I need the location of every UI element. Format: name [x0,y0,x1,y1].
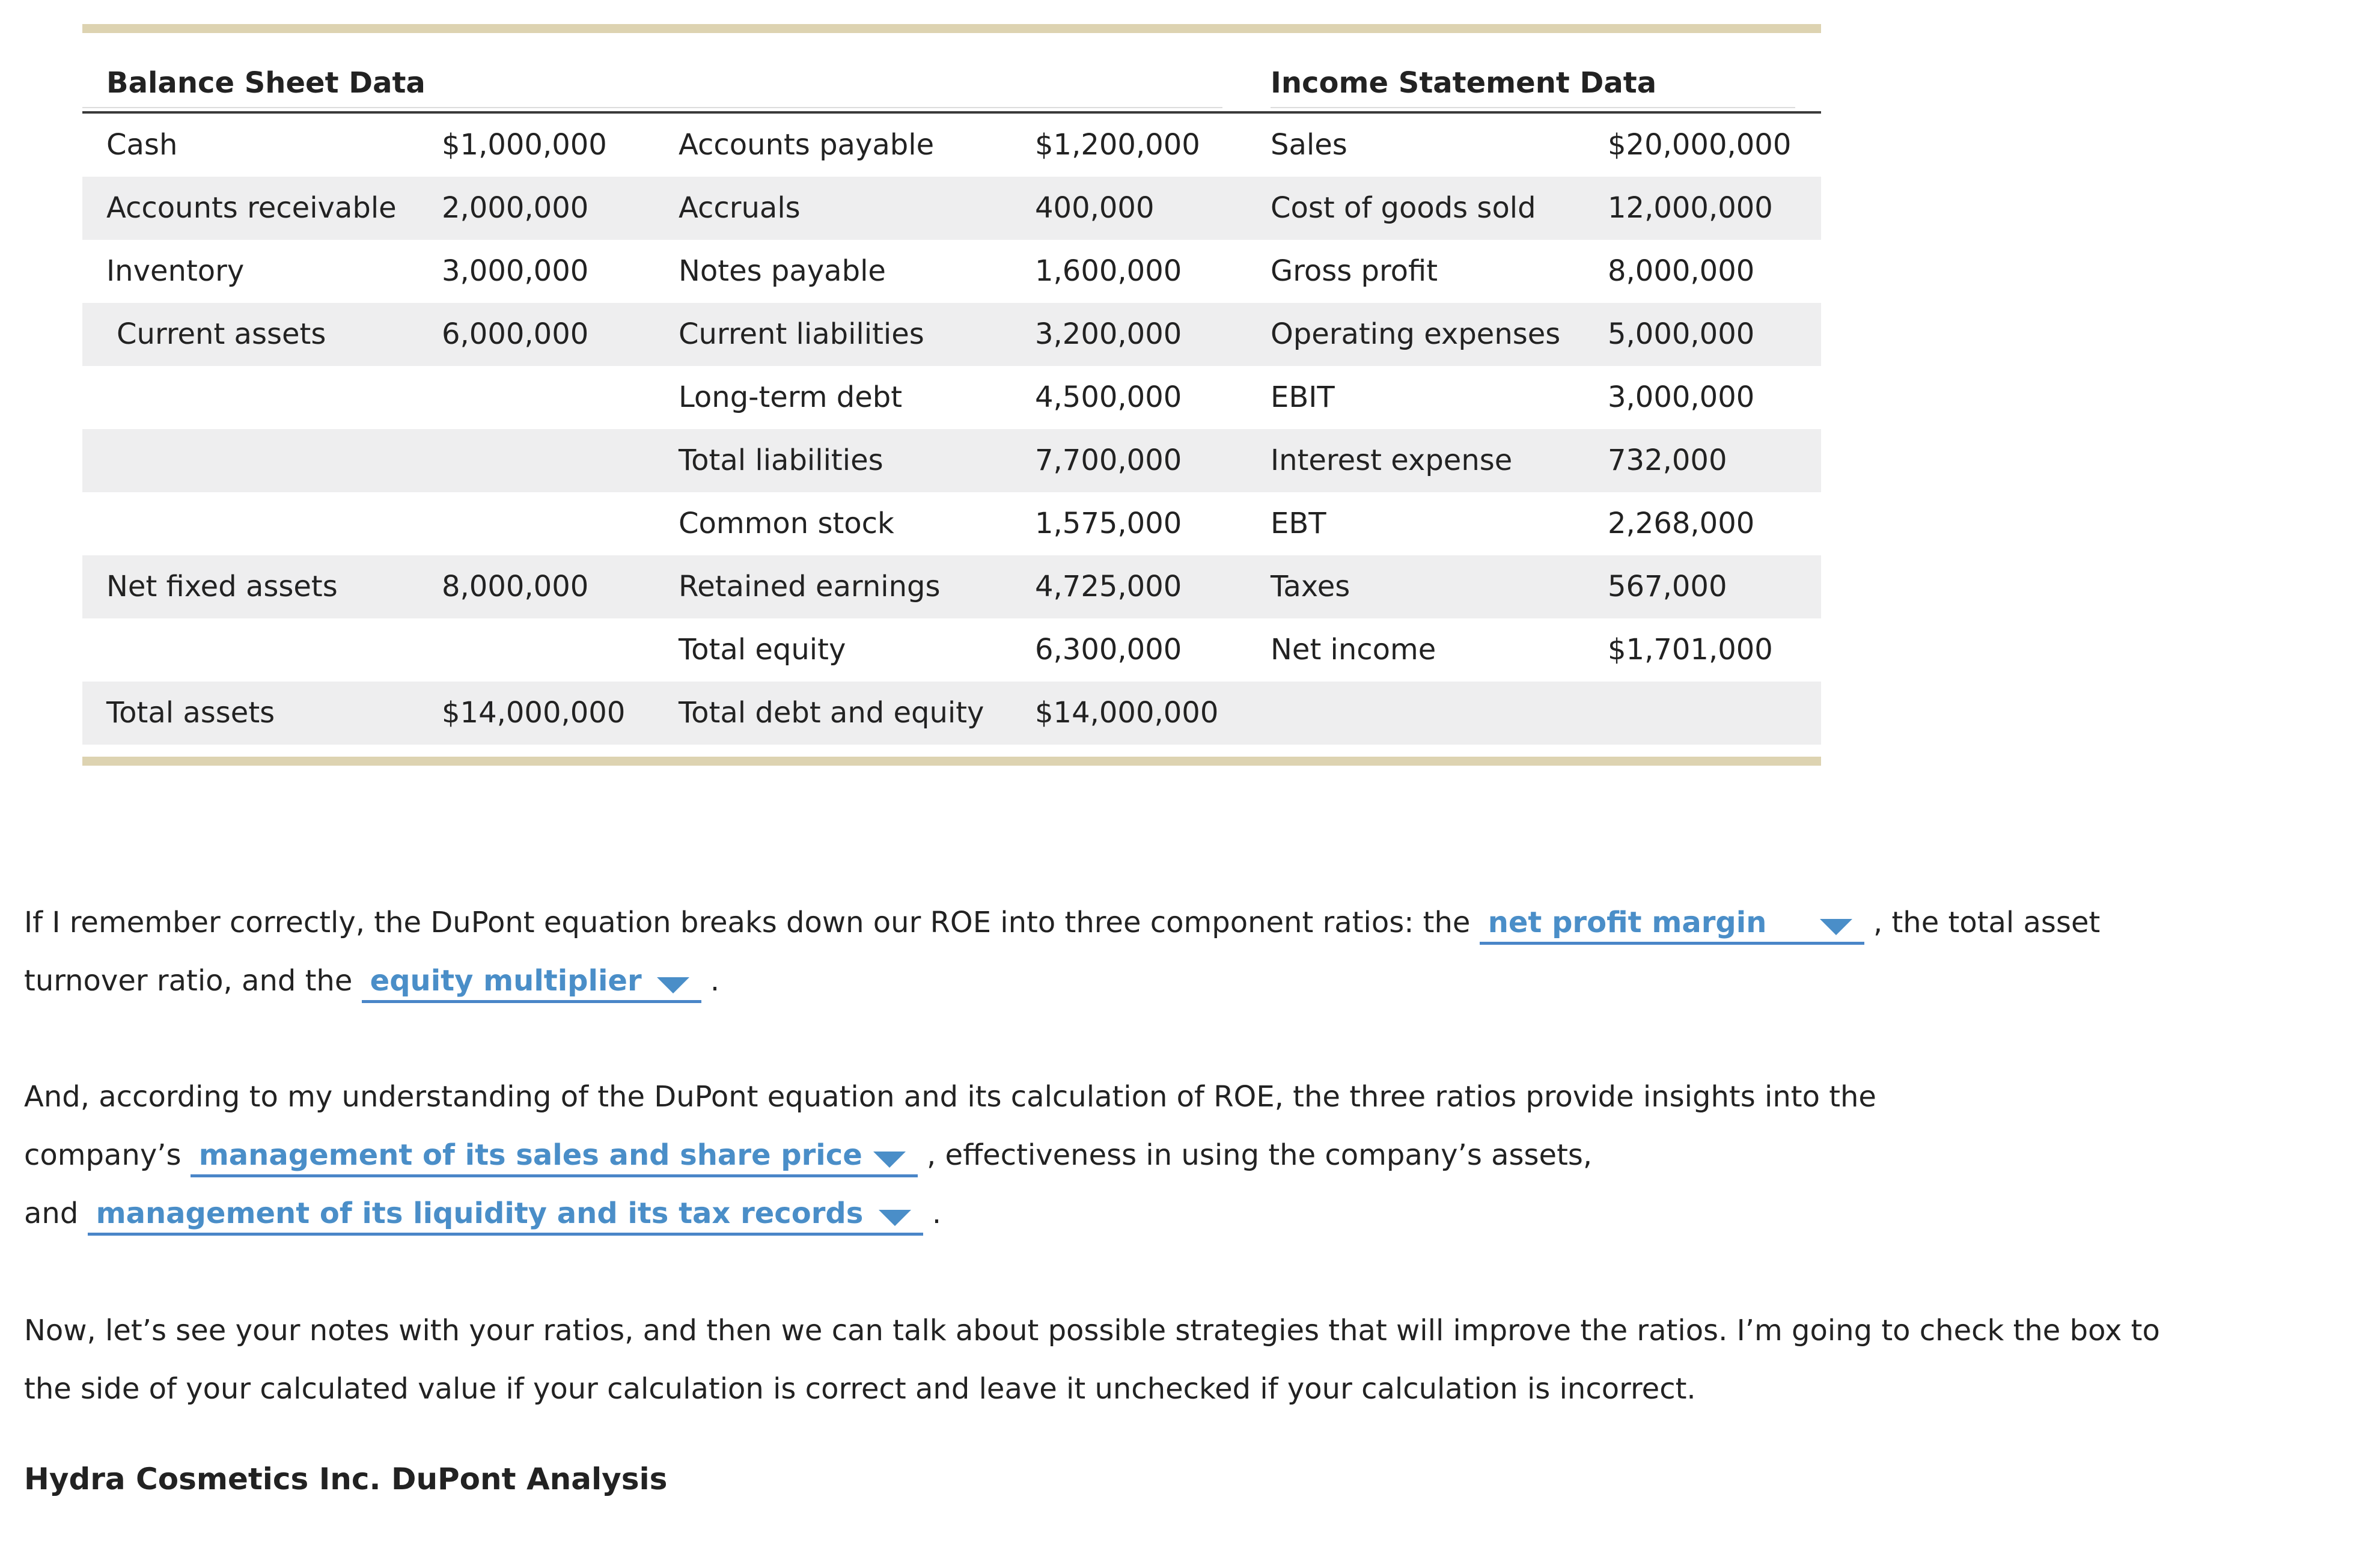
income-value: 2,268,000 [1608,507,1755,540]
table-row [82,555,1821,618]
table-row [82,429,1821,492]
text-segment: . [710,964,720,998]
liability-value: 1,575,000 [1035,507,1182,540]
table-row [82,366,1821,429]
dupont-analysis-title: Hydra Cosmetics Inc. DuPont Analysis [24,1462,668,1496]
liability-label: Retained earnings [679,570,941,603]
liability-value: 4,500,000 [1035,380,1182,414]
financial-data-table [82,24,1821,766]
paragraph-line [24,1185,1876,1243]
text-segment: turnover ratio, and the [24,964,353,998]
dropdown-arrow-icon [873,1152,906,1168]
asset-value: $1,000,000 [442,128,607,162]
liability-label: Common stock [679,507,894,540]
liability-value: $14,000,000 [1035,696,1219,730]
liability-value: 3,200,000 [1035,317,1182,351]
liability-value: 1,600,000 [1035,254,1182,288]
income-value: 8,000,000 [1608,254,1755,288]
table-row [82,240,1821,303]
table-header [82,33,1821,111]
table-top-bar [82,24,1821,33]
liability-label: Notes payable [679,254,886,288]
paragraph-dupont-components [24,894,2100,1010]
paragraph-ratio-insights [24,1068,1876,1243]
asset-value: 8,000,000 [442,570,589,603]
table-row [82,682,1821,745]
asset-value: $14,000,000 [442,696,626,730]
paragraph-line [24,894,2100,952]
paragraph-line: the side of your calculated value if your calculation is correct and leave it unchecked if your calculation is incorrect. [24,1372,1696,1406]
paragraph-instructions [24,1302,2160,1418]
text-segment: , effectiveness in using the company’s assets, [927,1138,1593,1172]
asset-value: 2,000,000 [442,191,589,225]
table-bottom-bar [82,757,1821,766]
text-segment: . [932,1197,942,1230]
liability-value: 4,725,000 [1035,570,1182,603]
table-row [82,177,1821,240]
balance-sheet-title: Balance Sheet Data [106,66,426,100]
liability-label: Total debt and equity [679,696,984,730]
table-row [82,618,1821,682]
table-row [82,303,1821,366]
asset-value: 3,000,000 [442,254,589,288]
income-statement-title: Income Statement Data [1271,66,1657,100]
liability-label: Total liabilities [679,444,883,477]
dropdown-value: equity multiplier [370,964,642,998]
paragraph-line [24,1126,1876,1185]
liability-label: Accruals [679,191,801,225]
asset-value: 6,000,000 [442,317,589,351]
income-value: 3,000,000 [1608,380,1755,414]
header-rule [1271,107,1795,108]
liability-label: Accounts payable [679,128,935,162]
asset-label: Accounts receivable [106,191,397,225]
income-label: Gross profit [1271,254,1438,288]
dropdown-value: net profit margin [1488,906,1767,939]
text-segment: If I remember correctly, the DuPont equation breaks down our ROE into three component ratios: the [24,906,1471,939]
income-label: Sales [1271,128,1347,162]
dropdown-value: management of its sales and share price [198,1138,862,1172]
income-label: Cost of goods sold [1271,191,1536,225]
liability-value: 400,000 [1035,191,1155,225]
header-rule [82,107,1222,108]
income-label: EBIT [1271,380,1335,414]
income-label: Net income [1271,633,1436,667]
table-row [82,492,1821,555]
income-value: $20,000,000 [1608,128,1792,162]
text-segment: and [24,1197,79,1230]
insight-3-dropdown[interactable] [88,1185,923,1236]
liability-label: Total equity [679,633,846,667]
asset-label: Net fixed assets [106,570,338,603]
asset-label: Current assets [117,317,326,351]
dropdown-arrow-icon [1820,919,1852,935]
asset-label: Inventory [106,254,245,288]
component-ratio-3-dropdown[interactable] [362,952,701,1003]
liability-value: 7,700,000 [1035,444,1182,477]
text-segment: company’s [24,1138,182,1172]
asset-label: Cash [106,128,178,162]
text-segment: , the total asset [1873,906,2101,939]
income-value: 5,000,000 [1608,317,1755,351]
income-value: 12,000,000 [1608,191,1773,225]
liability-value: 6,300,000 [1035,633,1182,667]
liability-label: Current liabilities [679,317,924,351]
paragraph-line [24,952,2100,1010]
table-row [82,114,1821,177]
paragraph-line: And, according to my understanding of the DuPont equation and its calculation of ROE, the three ratios provide insights into the [24,1080,1876,1114]
liability-label: Long-term debt [679,380,903,414]
income-value: 732,000 [1608,444,1727,477]
component-ratio-1-dropdown[interactable] [1480,894,1864,945]
dropdown-arrow-icon [879,1210,911,1226]
liability-value: $1,200,000 [1035,128,1200,162]
income-label: Taxes [1271,570,1350,603]
insight-1-dropdown[interactable] [191,1126,918,1177]
income-label: EBT [1271,507,1326,540]
income-label: Interest expense [1271,444,1513,477]
paragraph-line: Now, let’s see your notes with your ratios, and then we can talk about possible strategies that will improve the ratios. I’m going to check the box to [24,1314,2160,1347]
asset-label: Total assets [106,696,275,730]
income-label: Operating expenses [1271,317,1561,351]
income-value: $1,701,000 [1608,633,1773,667]
dropdown-value: management of its liquidity and its tax records [96,1197,864,1230]
income-value: 567,000 [1608,570,1727,603]
dropdown-arrow-icon [657,977,689,993]
